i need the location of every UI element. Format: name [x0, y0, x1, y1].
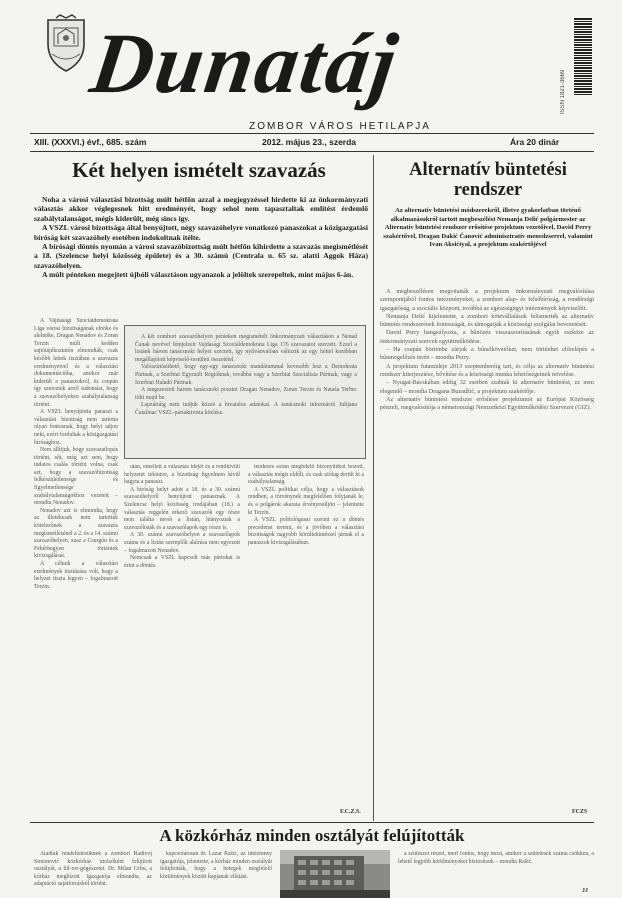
hospital-photo [280, 850, 390, 898]
article2-body-p3: David Perry hangsúlyozta, a bűnözés visszaszorításának egyik eszköze az önkormányzati szervek együttműködése. [380, 329, 594, 345]
masthead-rule-top [30, 133, 594, 134]
article3-col3-text: a szülészet részét, mert fontos, hogy most, amikor a születések száma csökken, a lehető legjobb körülményeket biztosítsuk – mondta Rašić. [398, 851, 594, 865]
article2-body-p1: A megbeszélésen megvitatták a projektum önkormányzati megvalósítása szempontjából fontos intézményeket, a zombori alap- és felsőbíróság, a rendőrségi igazgatóság, a szociális központ, továbbá az egészségügyi intézmények képviselőit. [380, 288, 594, 312]
article1-column1 [34, 318, 118, 818]
article1-col2-p3: A 30. számú szavazóhelyen a szavazólapok száma és a listán szereplők aláírása nem egyezett – fogalmazott Nenadov. [124, 532, 240, 554]
column-divider [373, 155, 374, 821]
article2-body-p6: – Nyugat-Bácskában eddig 32 esetben szabtak ki alternatív büntetést, ez nem elegendő – mondta Dragana Buzadžić, a projektum szakértője. [380, 379, 594, 395]
article1-lede-p1: Noha a városi választási bizottság múlt hétfőn azzal a megjegyzéssel hirdette ki az önkormányzati választás akkor véglegesnek hitt eredményét, hogy sehol nem tapasztaltak említést érdemlő szabálytalanságot, mégis kiderült, még sincs így. [34, 195, 368, 223]
article3-col1-text: Átadták rendeltetésüknek a zombori Radivoj Simonović közkórház utolsóként felújított osztályát, a fül-orr-gégészetet. Dr. Milan Grbu, a kórház megbízott igazgatója elmondta, az adaptáció sajátforrásból történt. [34, 851, 152, 888]
article1-lede-p4: A múlt pénteken megejtett újbóli választáson ugyanazok a jelöltek szerepeltek, mint május 6-án. [42, 270, 354, 280]
article3-column1 [34, 851, 152, 898]
article1-box-p1: A két zombori szavazóhelyen pénteken megismételt önkormányzati választáson a Nenad Čanak nevével fémjelzett Vajdasági Szociáldemokrata Liga 176 szavazatot szerzett. Ezzel a listánk három tanácsnoki helyet szerzett, így nyilvánvalóan változik az egy héttel korábban megállapított képviselő-testületi összetétel. [135, 334, 357, 363]
masthead-subtitle: ZOMBOR VÁROS HETILAPJA [249, 121, 431, 132]
article1-col2-p4: Nemcsak a VSZL kapcsolt más pártokat is érint a döntés. [124, 555, 240, 569]
article2-headline: Alternatív büntetési rendszer [409, 160, 567, 200]
article1-column3 [248, 464, 364, 804]
article1-box-p2: Valószínűsíthető, hogy egy-egy tanácsnoki mandátummal kevesebb lesz a Demokrata Pártnak, a Szerbiai Egyesült Régióknak, továbbá vagy a Szerbiai Szocialista Pártnak, vagy a Szerbiai Haladó Pártnak. [135, 364, 357, 386]
article2-body-p5: A projektum futamideje 2013 szeptemberéig tart, és célja az alternatív büntetési rendszer kiterjesztése, bővítése és a közösségi munka lehetőségeinek növelése. [380, 362, 594, 378]
issue-number: XIII. (XXXVI.) évf., 685. szám [34, 137, 147, 147]
article1-lede-p2: A VSZL városi bizottsága által benyújtott, négy szavazóhelyre vonatkozó panaszokat a közigazgatási bíróság két szavazóhely esetében indokoltnak ítélte. [34, 223, 368, 242]
article1-col2-p1: után, emellett a választás idejét és a rendkívüli helyzetet tekintve, a bizottság figyelmen kívül hagyta a panaszt. [124, 464, 240, 486]
article2-body [380, 288, 594, 808]
article1-col3-p1: tendezés során megfelelő bizonyítékot hozott, a választás mégis eldőlt, és csak utólag derült ki a szabálytalanság. [248, 464, 364, 486]
city-crest-logo [40, 14, 92, 74]
article3-headline: A közkórház minden osztályát felújították [159, 826, 465, 845]
issue-date: 2012. május 23., szerda [262, 137, 357, 147]
masthead-rule-bottom [30, 151, 594, 152]
article2-body-p7: Az alternatív büntetési rendszer erősítése projektumot az Európai Közösség pénzeli, megvalósítója a németországi Nemzetközi Együttműködési Szervezet (GIZ). [380, 395, 594, 412]
section-rule [30, 822, 594, 823]
article1-headline: Két helyen ismételt szavazás [72, 158, 326, 182]
article1-lede [34, 195, 368, 280]
article2-body-p2: Nemanja Delić kijelentette, a zombori kötevállalások felismerték az alternatív büntetés rendszerének fontosságát, és támogatják a közösségi szolgálat bevezetését. [380, 312, 594, 329]
article1-col1-p2: A VSZL benyújtotta panaszt a választási bizottság nem tartotta olyan fontosnak, hogy helyt adjon neki, ezért fordultak a közigazgatási bírósághoz. [34, 409, 118, 446]
article1-col1-p4: Nenadov azt is elmondta, hogy az illetékesek nem tartották kötelezőnek a szavazás megismétlésénél a 2. és a 14. számú szavazóhelyen, azaz a Csurgón és a Fehérhegyen történtek kivizsgálását. [34, 507, 118, 560]
issue-price: Ára 20 dinár [510, 137, 560, 147]
masthead-title: Dunatáj [85, 15, 405, 111]
article2-lede: Az alternatív büntetési módszerekről, illetve gyakorlatban történő alkalmazásukról tartott megbeszélést Nemanja Delić polgármester az Alternatív büntetési rendszer erősítése projektum vezetőivel, David Perry szakértővel, Dragan Dakić Čanović adminisztratív menedzserrel, valamint Ivan Aksićtyal, a projektum szakértőjével [383, 207, 593, 249]
article3-column3 [398, 851, 594, 898]
article1-col2-p2: A bíróság helyt adott a 18. és a 30. számú szavazóhelyről benyújtott panasznak. A Szelencse helyi közösség irodájában (18.) a választás reggelén érkező szavazók egy része nem találta nevét a listán, hiányoztak a szavazólisták és a szavazólapok egy része is. [124, 486, 240, 531]
article1-col3-p3: A VSZL politológusai szerint ez a döntés precedenst teremt, és a jövőben a választási bizottságok nagyobb körültekintéssel járnak el a panaszok kivizsgálásában. [248, 517, 364, 546]
article3-signature: JJ [582, 888, 588, 894]
article1-info-box [124, 325, 366, 459]
article3-column2 [160, 851, 272, 898]
article2-body-p4: – Ha csupán börtönbe zárjuk a bűnelkövetőket, nem történhet előrelépés a bűnmegelőzés terén – mondta Perry. [380, 346, 594, 362]
article1-box-p4: Lapzártáig nem tudjuk közzé a hivatalos adatokat. A tanácsnoki információ Julijana Čatalinac VSZL-partaktivista közlése. [135, 402, 357, 416]
article1-lede-p3: A bírósági döntés nyomán a városi szavazóbizottság múlt hétfőn kihirdette a szavazás megismétlését a 18. (Szelencse helyi közösség épülete) és a 30. számú (Centrala u. 65 sz. alatti Aggok Háza) szavazóhelyen. [34, 242, 368, 270]
article1-column2 [124, 464, 240, 814]
article1-col1-p1: A Vajdasági Szociáldemokrata Liga városi bizottságának elnöke és alelnöke, Dragan Nenadov és Zoran Terzin múlt kedden sajtótájékoztatón elmondták, csak később lettek tisztában a szavazás eredményeivel és a választási dokumentációba, amikor már kiderült a panaszokról, és csupán így szereztek arról tudomást, hogy a szavazóhelyeken szabálytalanság történt. [34, 318, 118, 408]
article1-box-p3: A megszerzett három tanácsnoki posztot Dragan Nenadov, Zoran Terzin és Nataša Terbec tölti majd be. [135, 387, 357, 401]
article1-col1-p5: A célunk a választási eredmények tisztázása volt, hogy a helyzet tiszta legyen – fogalmazott Terzin. [34, 561, 118, 590]
article1-col3-p2: A VSZL politikai célja, hogy a választások rendben, a törvénynek megfelelően folyjanak le, és a polgárok akarata érvényesüljön – jelentette ki Terzin. [248, 486, 364, 516]
issn-number: ISSN 1821-3669 [560, 69, 566, 114]
barcode [574, 18, 592, 122]
article3-col2-text: kapcsolatosan dr. Lazar Rašić, az intézmény igazgatója, jelentette, a kórház minden osztályát felújították, hogy a betegek megfelelő körülmények között kapjanak ellátást. [160, 851, 272, 880]
article1-box-text [135, 334, 357, 418]
article2-signature: FCZS [572, 809, 588, 815]
article1-col1-p3: Nem állítjuk, hogy szavazatlopás történt, sőt, még azt sem, hogy tudatos csalás történt volna, csak azt, hogy a szavazóbizottság felkészületlensége és figyelmetlensége szabálytalanságokhoz vezetett – mondta Nenadov. [34, 447, 118, 507]
article1-signature: F.C.Z.S. [340, 809, 361, 815]
